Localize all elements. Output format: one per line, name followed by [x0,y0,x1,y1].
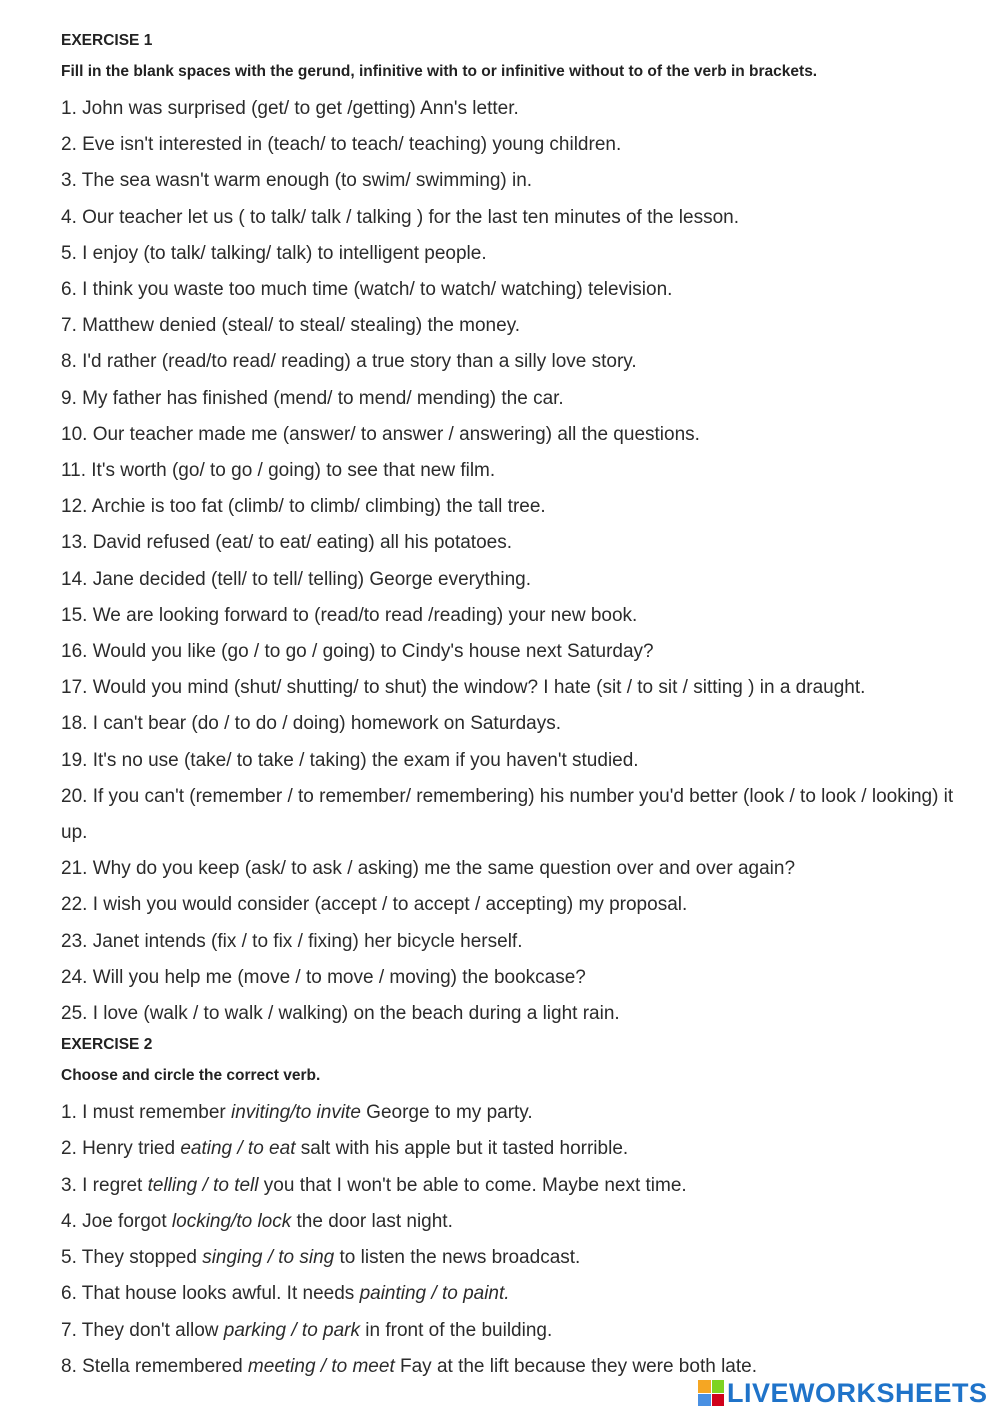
exercise-1-item: 19. It's no use (take/ to take / taking) the exam if you haven't studied. [61,749,639,771]
exercise-1-item: 18. I can't bear (do / to do / doing) homework on Saturdays. [61,713,562,735]
exercise-1-item: 15. We are looking forward to (read/to read /reading) your new book. [61,604,638,626]
brand-name: LIVEWORKSHEETS [727,1377,988,1408]
exercise-1-item: 11. It's worth (go/ to go / going) to see that new film. [61,460,496,482]
exercise-1-item: 24. Will you help me (move / to move / moving) the bookcase? [61,966,586,988]
item-text-before: 2. Henry tried [61,1138,181,1160]
exercise-1-item: 17. Would you mind (shut/ shutting/ to shut) the window? I hate (sit / to sit / sitting ) in a draught. [61,677,866,699]
item-text-after: salt with his apple but it tasted horrible. [295,1138,629,1160]
exercise-1-item: 13. David refused (eat/ to eat/ eating) all his potatoes. [61,532,512,554]
verb-choice[interactable]: singing / to sing [202,1247,335,1269]
exercise-2-item [61,1313,981,1349]
exercise-1-item: 8. I'd rather (read/to read/ reading) a true story than a silly love story. [61,351,637,373]
exercise-2-item [61,1240,981,1276]
verb-choice[interactable]: inviting/to invite [231,1102,361,1124]
exercise-1-item: 23. Janet intends (fix / to fix / fixing) her bicycle herself. [61,930,523,952]
verb-choice[interactable]: locking/to lock [171,1210,292,1232]
verb-choice[interactable]: eating / to eat [180,1138,296,1160]
item-text-after: George to my party. [360,1102,533,1124]
exercise-1-list [61,91,981,1032]
liveworksheets-logo [698,1378,988,1408]
exercise-1-item: 1. John was surprised (get/ to get /getting) Ann's letter. [61,98,519,119]
exercise-2-item [61,1095,981,1131]
item-text-after: you that I won't be able to come. Maybe next time. [258,1174,687,1196]
exercise-1-item: 16. Would you like (go / to go / going) to Cindy's house next Saturday? [61,641,654,663]
exercise-1-item: 7. Matthew denied (steal/ to steal/ stealing) the money. [61,315,521,337]
exercise-1-item: 14. Jane decided (tell/ to tell/ telling) George everything. [61,568,531,590]
exercise-2-item [61,1131,981,1167]
item-text-before: 8. Stella remembered [61,1355,248,1377]
exercise-2-instruction: Choose and circle the correct verb. [61,1067,321,1085]
exercise-1-item: 9. My father has finished (mend/ to mend/ mending) the car. [61,387,564,409]
liveworksheets-logo-icon [698,1380,724,1406]
exercise-1-item: 22. I wish you would consider (accept / to accept / accepting) my proposal. [61,894,688,916]
exercise-2-heading: EXERCISE 2 [61,1036,153,1054]
exercise-2-item [61,1168,981,1204]
exercise-1-heading: EXERCISE 1 [61,32,153,49]
verb-choice[interactable]: telling / to tell [147,1174,259,1196]
item-text-after: in front of the building. [360,1319,553,1341]
exercise-1-item: 6. I think you waste too much time (watch/ to watch/ watching) television. [61,279,673,301]
exercise-1-item: 4. Our teacher let us ( to talk/ talk / talking ) for the last ten minutes of the lesson. [61,206,739,228]
exercise-1-item: 20. If you can't (remember / to remember/ remembering) his number you'd better (look / to look / looking) it up. [61,785,954,844]
item-text-before: 3. I regret [61,1174,148,1196]
exercise-1-item: 12. Archie is too fat (climb/ to climb/ climbing) the tall tree. [61,496,546,518]
exercise-1-item: 2. Eve isn't interested in (teach/ to teach/ teaching) young children. [61,134,622,156]
exercise-1-item: 21. Why do you keep (ask/ to ask / asking) me the same question over and over again? [61,858,796,880]
exercise-1-item: 3. The sea wasn't warm enough (to swim/ swimming) in. [61,170,533,192]
verb-choice[interactable]: painting / to paint. [359,1283,510,1305]
exercise-1-item: 25. I love (walk / to walk / walking) on the beach during a light rain. [61,1003,620,1025]
item-text-after: to listen the news broadcast. [334,1247,581,1269]
verb-choice[interactable]: meeting / to meet [247,1355,395,1377]
item-text-before: 1. I must remember [61,1102,231,1124]
exercise-2-item [61,1204,981,1240]
item-text-before: 7. They don't allow [61,1319,224,1341]
item-text-before: 6. That house looks awful. It needs [61,1283,360,1305]
worksheet-page [61,28,981,1385]
item-text-before: 5. They stopped [61,1247,203,1269]
exercise-1-item: 5. I enjoy (to talk/ talking/ talk) to intelligent people. [61,242,487,264]
item-text-after: the door last night. [291,1210,453,1232]
exercise-1-instruction: Fill in the blank spaces with the gerund, infinitive with to or infinitive without to of the verb in brackets. [61,63,818,80]
verb-choice[interactable]: parking / to park [223,1319,361,1341]
item-text-after: Fay at the lift because they were both late. [394,1355,757,1377]
exercise-2-list [61,1095,981,1385]
exercise-2-item [61,1276,981,1312]
item-text-before: 4. Joe forgot [61,1210,172,1232]
exercise-1-item: 10. Our teacher made me (answer/ to answer / answering) all the questions. [61,423,700,445]
